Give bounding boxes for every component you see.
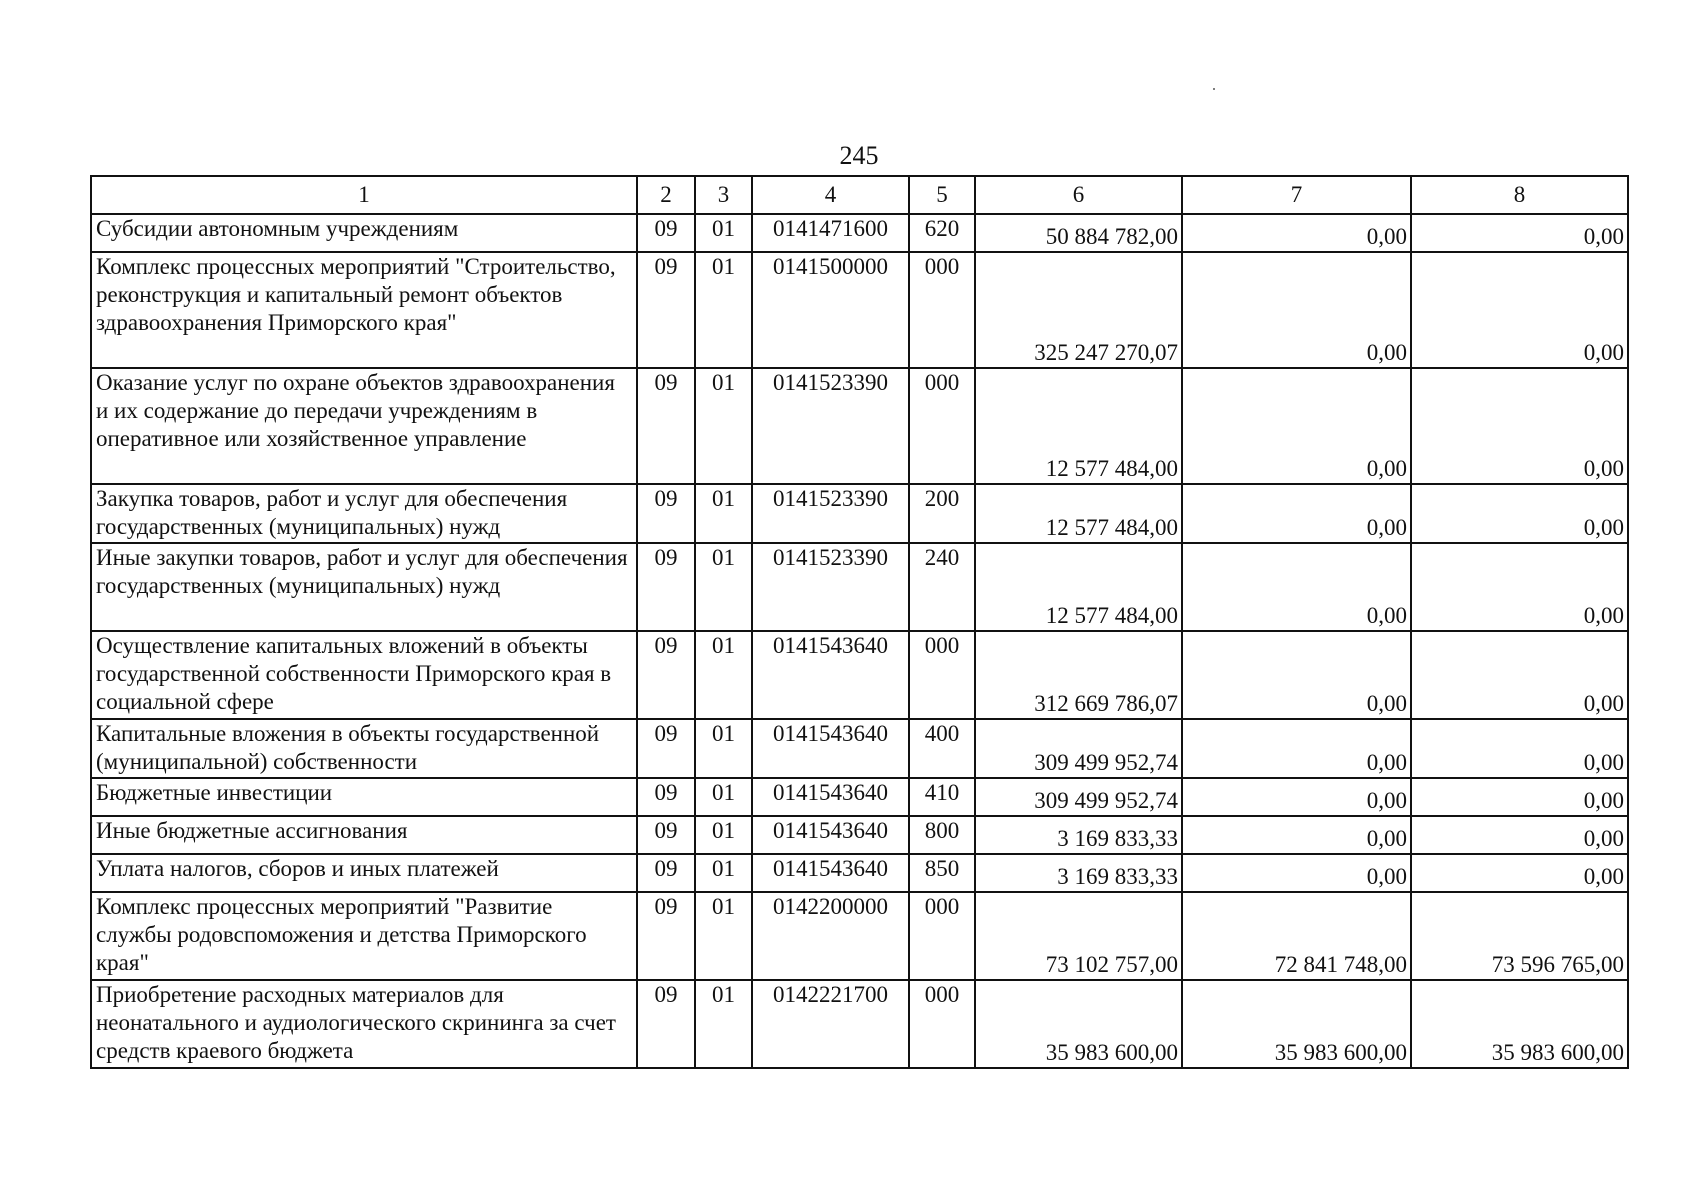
table-row xyxy=(91,368,1628,484)
expense-type-code: 000 xyxy=(909,368,975,484)
target-article-code: 0142221700 xyxy=(752,980,909,1068)
column-header: 4 xyxy=(752,176,909,214)
amount-col7: 0,00 xyxy=(1182,368,1411,484)
target-article-code: 0141543640 xyxy=(752,778,909,816)
target-article-code: 0141543640 xyxy=(752,631,909,719)
expense-name: Иные бюджетные ассигнования xyxy=(91,816,637,854)
amount-col7: 0,00 xyxy=(1182,719,1411,778)
amount-col7: 0,00 xyxy=(1182,631,1411,719)
section-code: 09 xyxy=(637,778,695,816)
section-code: 09 xyxy=(637,980,695,1068)
expense-type-code: 200 xyxy=(909,484,975,543)
target-article-code: 0141471600 xyxy=(752,214,909,252)
column-header: 1 xyxy=(91,176,637,214)
amount-col6: 325 247 270,07 xyxy=(975,252,1182,368)
scan-speck xyxy=(1213,88,1215,90)
target-article-code: 0141523390 xyxy=(752,484,909,543)
target-article-code: 0141543640 xyxy=(752,816,909,854)
target-article-code: 0141523390 xyxy=(752,368,909,484)
section-code: 09 xyxy=(637,816,695,854)
expense-type-code: 000 xyxy=(909,892,975,980)
amount-col6: 12 577 484,00 xyxy=(975,484,1182,543)
subsection-code: 01 xyxy=(695,543,752,631)
expense-type-code: 620 xyxy=(909,214,975,252)
subsection-code: 01 xyxy=(695,980,752,1068)
table-row xyxy=(91,778,1628,816)
target-article-code: 0141500000 xyxy=(752,252,909,368)
expense-type-code: 850 xyxy=(909,854,975,892)
target-article-code: 0142200000 xyxy=(752,892,909,980)
section-code: 09 xyxy=(637,484,695,543)
section-code: 09 xyxy=(637,252,695,368)
amount-col8: 0,00 xyxy=(1411,778,1628,816)
section-code: 09 xyxy=(637,214,695,252)
amount-col6: 3 169 833,33 xyxy=(975,816,1182,854)
amount-col6: 309 499 952,74 xyxy=(975,778,1182,816)
amount-col7: 0,00 xyxy=(1182,484,1411,543)
amount-col6: 73 102 757,00 xyxy=(975,892,1182,980)
column-header: 5 xyxy=(909,176,975,214)
budget-table xyxy=(90,175,1629,1069)
expense-type-code: 410 xyxy=(909,778,975,816)
amount-col6: 12 577 484,00 xyxy=(975,368,1182,484)
column-header: 2 xyxy=(637,176,695,214)
amount-col6: 312 669 786,07 xyxy=(975,631,1182,719)
section-code: 09 xyxy=(637,543,695,631)
amount-col7: 0,00 xyxy=(1182,816,1411,854)
subsection-code: 01 xyxy=(695,892,752,980)
expense-type-code: 800 xyxy=(909,816,975,854)
expense-type-code: 000 xyxy=(909,252,975,368)
section-code: 09 xyxy=(637,892,695,980)
amount-col6: 3 169 833,33 xyxy=(975,854,1182,892)
expense-type-code: 240 xyxy=(909,543,975,631)
amount-col7: 72 841 748,00 xyxy=(1182,892,1411,980)
subsection-code: 01 xyxy=(695,484,752,543)
subsection-code: 01 xyxy=(695,631,752,719)
column-header: 3 xyxy=(695,176,752,214)
subsection-code: 01 xyxy=(695,816,752,854)
section-code: 09 xyxy=(637,854,695,892)
expense-name: Закупка товаров, работ и услуг для обеспечения государственных (муниципальных) нужд xyxy=(91,484,637,543)
table-row xyxy=(91,719,1628,778)
table-row xyxy=(91,854,1628,892)
amount-col7: 35 983 600,00 xyxy=(1182,980,1411,1068)
table-row xyxy=(91,543,1628,631)
expense-name: Комплекс процессных мероприятий "Развитие службы родовспоможения и детства Приморского края" xyxy=(91,892,637,980)
expense-type-code: 000 xyxy=(909,631,975,719)
table-row xyxy=(91,892,1628,980)
table-row xyxy=(91,214,1628,252)
amount-col8: 0,00 xyxy=(1411,368,1628,484)
amount-col8: 0,00 xyxy=(1411,631,1628,719)
table-row xyxy=(91,631,1628,719)
amount-col7: 0,00 xyxy=(1182,543,1411,631)
amount-col6: 50 884 782,00 xyxy=(975,214,1182,252)
column-number-row xyxy=(91,176,1628,214)
table-row xyxy=(91,816,1628,854)
column-header: 8 xyxy=(1411,176,1628,214)
amount-col7: 0,00 xyxy=(1182,214,1411,252)
expense-type-code: 400 xyxy=(909,719,975,778)
amount-col8: 0,00 xyxy=(1411,214,1628,252)
amount-col6: 309 499 952,74 xyxy=(975,719,1182,778)
amount-col7: 0,00 xyxy=(1182,252,1411,368)
table-row xyxy=(91,980,1628,1068)
target-article-code: 0141543640 xyxy=(752,854,909,892)
subsection-code: 01 xyxy=(695,214,752,252)
amount-col8: 0,00 xyxy=(1411,484,1628,543)
subsection-code: 01 xyxy=(695,368,752,484)
amount-col6: 35 983 600,00 xyxy=(975,980,1182,1068)
subsection-code: 01 xyxy=(695,719,752,778)
amount-col8: 0,00 xyxy=(1411,543,1628,631)
subsection-code: 01 xyxy=(695,778,752,816)
amount-col8: 35 983 600,00 xyxy=(1411,980,1628,1068)
expense-name: Капитальные вложения в объекты государственной (муниципальной) собственности xyxy=(91,719,637,778)
amount-col8: 0,00 xyxy=(1411,854,1628,892)
expense-name: Оказание услуг по охране объектов здравоохранения и их содержание до передачи учреждениям в оперативное или хозяйственное управление xyxy=(91,368,637,484)
section-code: 09 xyxy=(637,719,695,778)
expense-name: Осуществление капитальных вложений в объекты государственной собственности Приморского края в социальной сфере xyxy=(91,631,637,719)
target-article-code: 0141523390 xyxy=(752,543,909,631)
section-code: 09 xyxy=(637,631,695,719)
expense-name: Уплата налогов, сборов и иных платежей xyxy=(91,854,637,892)
column-header: 6 xyxy=(975,176,1182,214)
subsection-code: 01 xyxy=(695,252,752,368)
target-article-code: 0141543640 xyxy=(752,719,909,778)
column-header: 7 xyxy=(1182,176,1411,214)
amount-col8: 73 596 765,00 xyxy=(1411,892,1628,980)
page-number: 245 xyxy=(839,141,879,170)
amount-col7: 0,00 xyxy=(1182,854,1411,892)
amount-col6: 12 577 484,00 xyxy=(975,543,1182,631)
expense-name: Комплекс процессных мероприятий "Строительство, реконструкция и капитальный ремонт объектов здравоохранения Приморского края" xyxy=(91,252,637,368)
subsection-code: 01 xyxy=(695,854,752,892)
section-code: 09 xyxy=(637,368,695,484)
expense-type-code: 000 xyxy=(909,980,975,1068)
expense-name: Бюджетные инвестиции xyxy=(91,778,637,816)
table-row xyxy=(91,484,1628,543)
expense-name: Иные закупки товаров, работ и услуг для обеспечения государственных (муниципальных) нужд xyxy=(91,543,637,631)
amount-col7: 0,00 xyxy=(1182,778,1411,816)
amount-col8: 0,00 xyxy=(1411,816,1628,854)
amount-col8: 0,00 xyxy=(1411,252,1628,368)
expense-name: Субсидии автономным учреждениям xyxy=(91,214,637,252)
expense-name: Приобретение расходных материалов для неонатального и аудиологического скрининга за счет средств краевого бюджета xyxy=(91,980,637,1068)
amount-col8: 0,00 xyxy=(1411,719,1628,778)
table-row xyxy=(91,252,1628,368)
